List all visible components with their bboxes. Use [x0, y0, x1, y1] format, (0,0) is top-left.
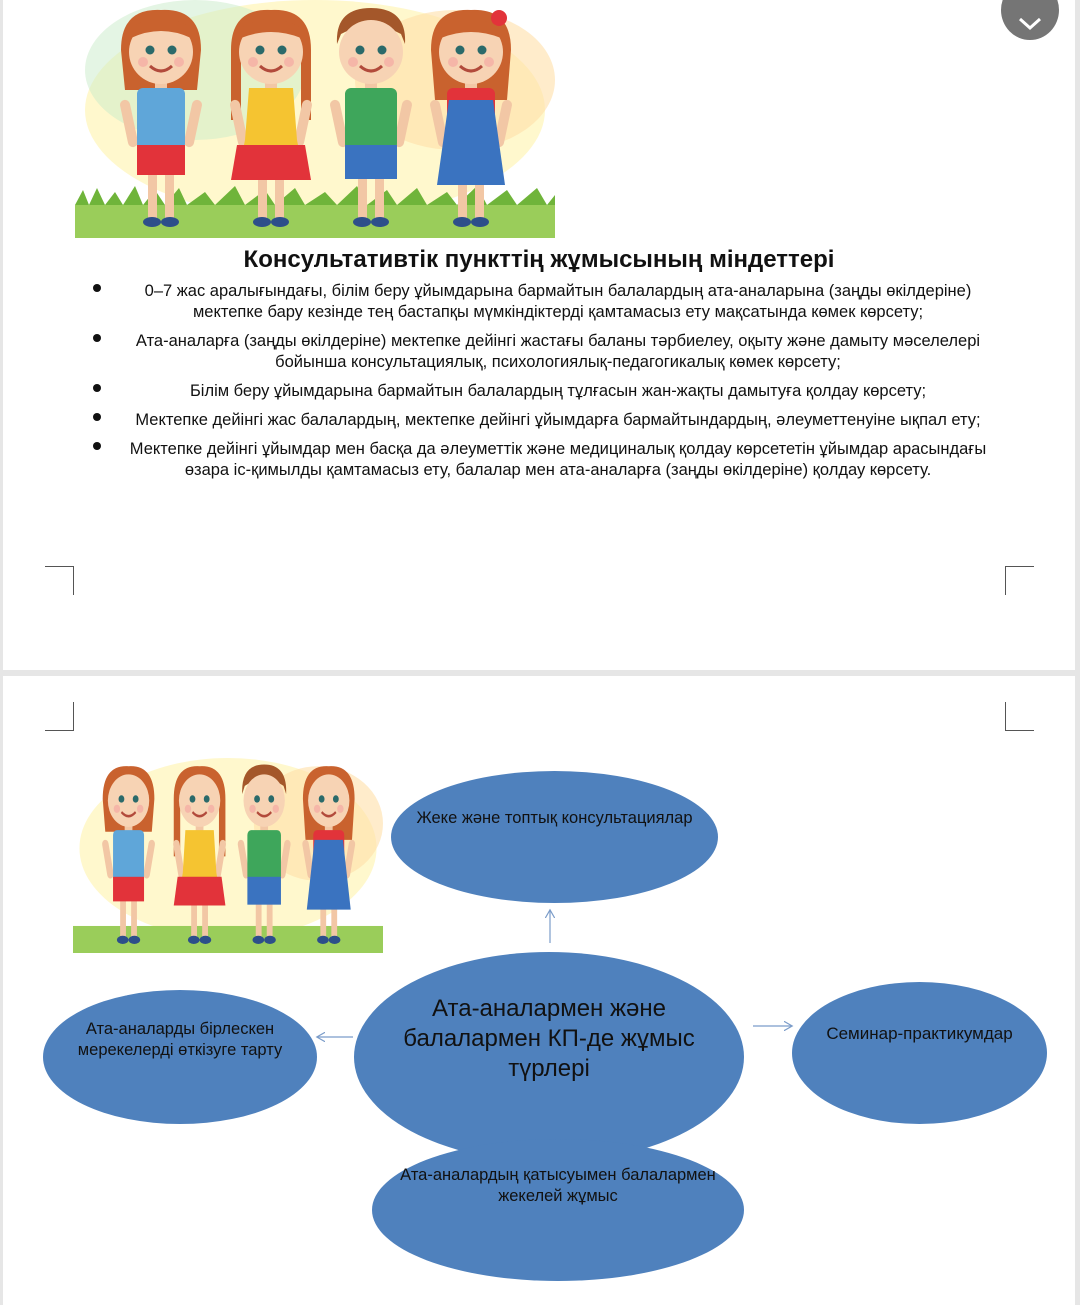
list-item-text: Ата-аналарға (заңды өкілдеріне) мектепке дейінгі жастағы баланы тәрбиелеу, оқыту және дамыту мәселелері бойынша консультациялық, психологиялық-педагогикалық көмек көрсету;	[135, 332, 981, 371]
bullet-icon	[93, 284, 101, 292]
node-label: Ата-аналарды бірлескен мерекелерді өткізуге тарту	[77, 1020, 283, 1059]
list-item	[93, 331, 993, 373]
tasks-list	[93, 281, 993, 489]
children-holding-hands-illustration	[73, 758, 383, 953]
diagram-node-left	[43, 990, 317, 1124]
diagram-node-bottom	[372, 1139, 744, 1281]
node-label: Семинар-практикумдар	[826, 1024, 1013, 1043]
diagram-node-center	[354, 952, 744, 1162]
margin-corner-mark	[1005, 566, 1034, 595]
list-item	[93, 381, 993, 402]
node-title: Ата-аналармен және балалармен КП-де жұмыс түрлері	[403, 995, 695, 1082]
document-page-1	[3, 0, 1075, 670]
list-item	[93, 439, 993, 481]
children-holding-hands-illustration	[75, 0, 555, 238]
list-item-text: 0–7 жас аралығындағы, білім беру ұйымдарына бармайтын балалардың ата-аналарына (заңды өкілдеріне) мектепке бару кезінде тең бастапқы мүмкіндіктерді қамтамасыз ету мақсатында көмек көрсету;	[144, 282, 972, 321]
chevron-down-icon	[1017, 16, 1043, 32]
scroll-down-button[interactable]	[1001, 0, 1059, 40]
node-label: Ата-аналардың қатысуымен балалармен жекелей жұмыс	[400, 1166, 716, 1205]
list-item-text: Мектепке дейінгі жас балалардың, мектепке дейінгі ұйымдарға бармайтындардың, әлеуметтенуіне ықпал ету;	[135, 411, 981, 429]
diagram-node-top	[391, 771, 718, 903]
list-item-text: Мектепке дейінгі ұйымдар мен басқа да әлеуметтік және медициналық қолдау көрсететін ұйымдар арасындағы өзара іс-қимылды қамтамасыз ету, балалар мен ата-аналарға (заңды өкілдеріне) қолдау көрсету.	[129, 440, 987, 479]
bullet-icon	[93, 442, 101, 450]
margin-corner-mark	[45, 702, 74, 731]
bullet-icon	[93, 413, 101, 421]
bullet-icon	[93, 334, 101, 342]
document-page-2	[3, 676, 1075, 1305]
node-label: Жеке және топтық консультациялар	[416, 808, 693, 827]
margin-corner-mark	[1005, 702, 1034, 731]
bullet-icon	[93, 384, 101, 392]
diagram-node-right	[792, 982, 1047, 1124]
page-title: Консультативтік пункттің жұмысының міндеттері	[243, 246, 835, 273]
list-item-text: Білім беру ұйымдарына бармайтын балалардың тұлғасын жан-жақты дамытуға қолдау көрсету;	[189, 382, 927, 400]
list-item	[93, 281, 993, 323]
list-item	[93, 410, 993, 431]
margin-corner-mark	[45, 566, 74, 595]
